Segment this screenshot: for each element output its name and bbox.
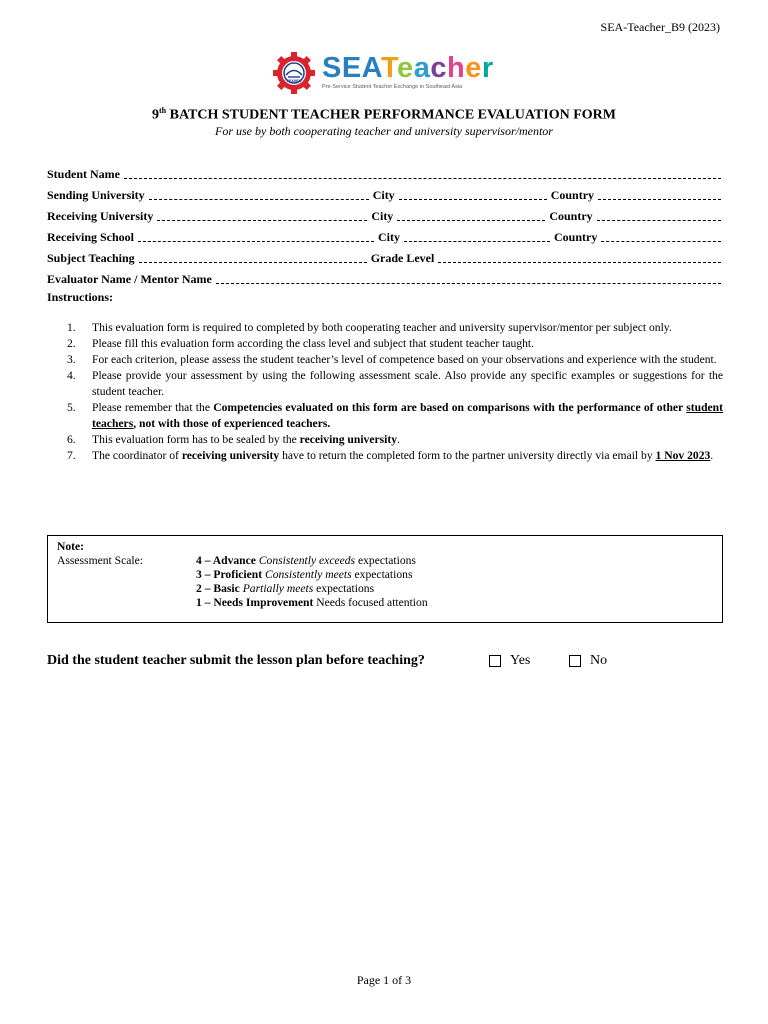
- no-option[interactable]: No: [569, 653, 607, 669]
- sending-university-field[interactable]: [149, 198, 369, 200]
- assessment-scale-label: Assessment Scale:: [57, 554, 143, 567]
- sea-teacher-logo: [272, 50, 498, 96]
- receiving-country-field[interactable]: [597, 219, 721, 221]
- student-name-row: Student Name: [47, 164, 723, 182]
- yes-option[interactable]: Yes: [489, 653, 530, 669]
- logo-tagline: Pre-Service Student Teacher Exchange in Southeast Asia: [322, 84, 463, 90]
- scale-item: 2 – Basic Partially meets expectations: [196, 582, 375, 595]
- seameo-gear-icon: [272, 51, 316, 95]
- list-item: 4. Please provide your assessment by using the following assessment scale. Also provide any specific examples or suggestions for the student teacher.: [67, 369, 723, 398]
- deadline-date: 1 Nov 2023: [655, 449, 711, 462]
- list-item: 5. Please remember that the Competencies evaluated on this form are based on comparisons with the performance of other student teachers, not with those of experienced teachers.: [67, 401, 723, 430]
- student-name-field[interactable]: [124, 177, 721, 179]
- yes-checkbox[interactable]: [489, 655, 501, 667]
- document-reference: SEA-Teacher_B9 (2023): [600, 20, 720, 34]
- page-number: Page 1 of 3: [356, 973, 412, 987]
- assessment-note-box: [47, 535, 723, 623]
- scale-item: 4 – Advance Consistently exceeds expectations: [196, 554, 416, 567]
- school-city-field[interactable]: [404, 240, 550, 242]
- evaluator-name-field[interactable]: [216, 282, 721, 284]
- form-subtitle: For use by both cooperating teacher and university supervisor/mentor: [215, 124, 553, 138]
- grade-level-field[interactable]: [438, 261, 721, 263]
- list-item: 1. This evaluation form is required to completed by both cooperating teacher and university supervisor/mentor per subject only.: [67, 321, 672, 334]
- receiving-school-field[interactable]: [138, 240, 374, 242]
- list-item: 2. Please fill this evaluation form according the class level and subject that student teacher taught.: [67, 337, 535, 350]
- scale-item: 3 – Proficient Consistently meets expectations: [196, 568, 413, 581]
- receiving-city-field[interactable]: [397, 219, 545, 221]
- subject-teaching-row: Subject Teaching Grade Level: [47, 248, 723, 266]
- lesson-plan-question: Did the student teacher submit the lesson plan before teaching?: [47, 653, 425, 668]
- form-title: 9th BATCH STUDENT TEACHER PERFORMANCE EVALUATION FORM: [152, 106, 616, 123]
- sending-university-row: Sending University City Country: [47, 185, 723, 203]
- school-country-field[interactable]: [601, 240, 721, 242]
- sending-city-field[interactable]: [399, 198, 547, 200]
- svg-text:SEAMEO: SEAMEO: [286, 79, 302, 83]
- scale-item: 1 – Needs Improvement Needs focused attention: [196, 596, 428, 609]
- sending-country-field[interactable]: [598, 198, 721, 200]
- logo-wordmark: SEATeacher: [322, 52, 494, 84]
- receiving-university-field[interactable]: [157, 219, 367, 221]
- instructions-list: [67, 320, 723, 464]
- evaluator-name-row: Evaluator Name / Mentor Name: [47, 269, 723, 287]
- list-item: 3. For each criterion, please assess the student teacher’s level of competence based on your observations and experience with the student.: [67, 353, 717, 366]
- receiving-school-row: Receiving School City Country: [47, 227, 723, 245]
- assessment-scale-list: [196, 554, 428, 610]
- instructions-heading: Instructions:: [47, 290, 114, 304]
- list-item: 6. This evaluation form has to be sealed by the receiving university.: [67, 433, 400, 446]
- logo-teacher-word: Teacher: [380, 52, 494, 84]
- list-item: 7. The coordinator of receiving university have to return the completed form to the partner university directly via email by 1 Nov 2023.: [67, 449, 714, 462]
- subject-teaching-field[interactable]: [139, 261, 367, 263]
- note-title: Note:: [57, 540, 85, 553]
- no-checkbox[interactable]: [569, 655, 581, 667]
- receiving-university-row: Receiving University City Country: [47, 206, 723, 224]
